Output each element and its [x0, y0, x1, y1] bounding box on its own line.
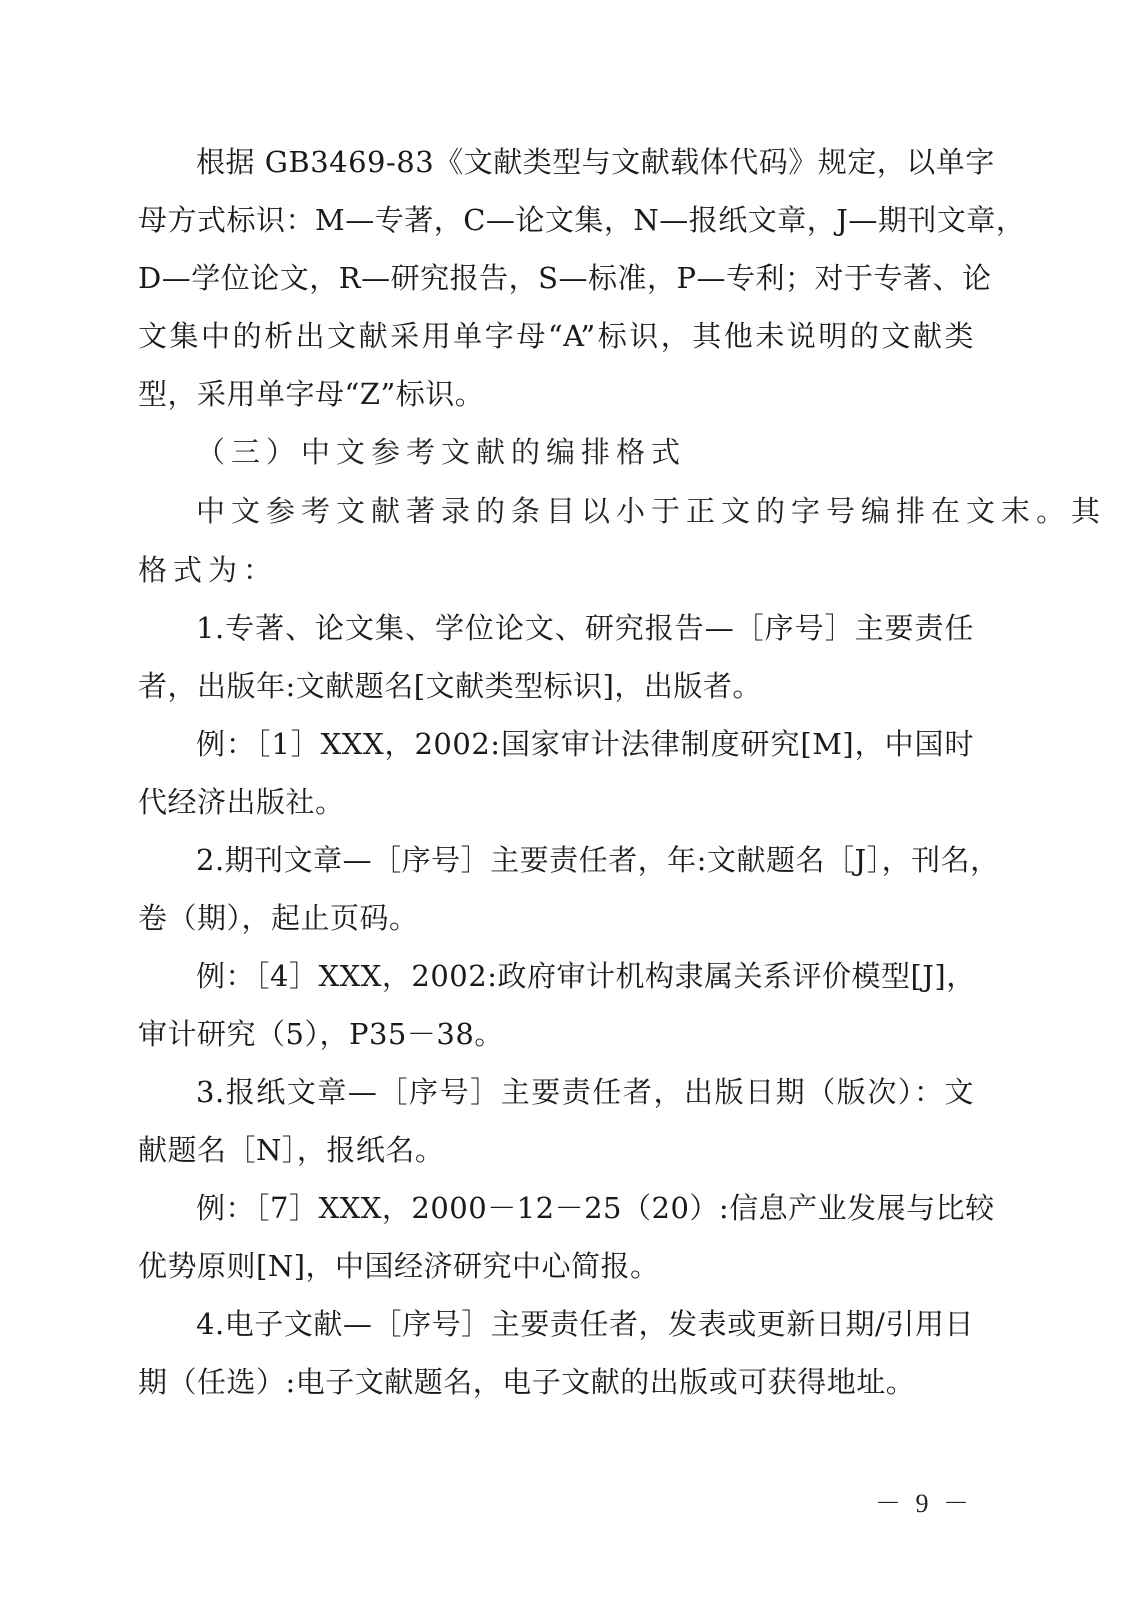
list-item-line: 4.电子文献—［序号］主要责任者，发表或更新日期/引用日 [196, 1307, 974, 1341]
example-line: 优势原则[N]，中国经济研究中心简报。 [138, 1249, 660, 1283]
page-number: － 9 － [874, 1489, 973, 1518]
paragraph-line: 中文参考文献著录的条目以小于正文的字号编排在文末。其 [196, 494, 1107, 528]
paragraph-line: 格式为： [138, 553, 279, 587]
list-item-line: 1.专著、论文集、学位论文、研究报告—［序号］主要责任 [196, 611, 974, 645]
paragraph-line: 根据 GB3469-83《文献类型与文献载体代码》规定，以单字 [196, 145, 995, 179]
example-line: 审计研究（5），P35－38。 [138, 1017, 504, 1051]
example-line: 例：［1］XXX，2002:国家审计法律制度研究[M]，中国时 [196, 727, 974, 761]
example-line: 代经济出版社。 [138, 785, 345, 819]
list-item-line: 2.期刊文章—［序号］主要责任者，年:文献题名［J］，刊名， [196, 843, 1000, 877]
paragraph-line: D—学位论文，R—研究报告，S—标准，P—专利；对于专著、论 [138, 261, 992, 295]
section-heading: （三）中文参考文献的编排格式 [196, 435, 687, 469]
list-item-line: 3.报纸文章—［序号］主要责任者，出版日期（版次）：文 [196, 1075, 974, 1109]
paragraph-line: 型，采用单字母“Z”标识。 [138, 377, 485, 411]
list-item-line: 者，出版年:文献题名[文献类型标识]，出版者。 [138, 669, 762, 703]
example-line: 例：［7］XXX，2000－12－25（20）:信息产业发展与比较 [196, 1191, 995, 1225]
list-item-line: 卷（期），起止页码。 [138, 901, 419, 935]
paragraph-line: 文集中的析出文献采用单字母“A”标识，其他未说明的文献类 [138, 319, 974, 353]
example-line: 例：［4］XXX，2002:政府审计机构隶属关系评价模型[J]， [196, 959, 976, 993]
list-item-line: 期（任选）:电子文献题名，电子文献的出版或可获得地址。 [138, 1365, 916, 1399]
paragraph-line: 母方式标识：M—专著，C—论文集，N—报纸文章，J—期刊文章， [138, 203, 1026, 237]
list-item-line: 献题名［N］，报纸名。 [138, 1133, 445, 1167]
